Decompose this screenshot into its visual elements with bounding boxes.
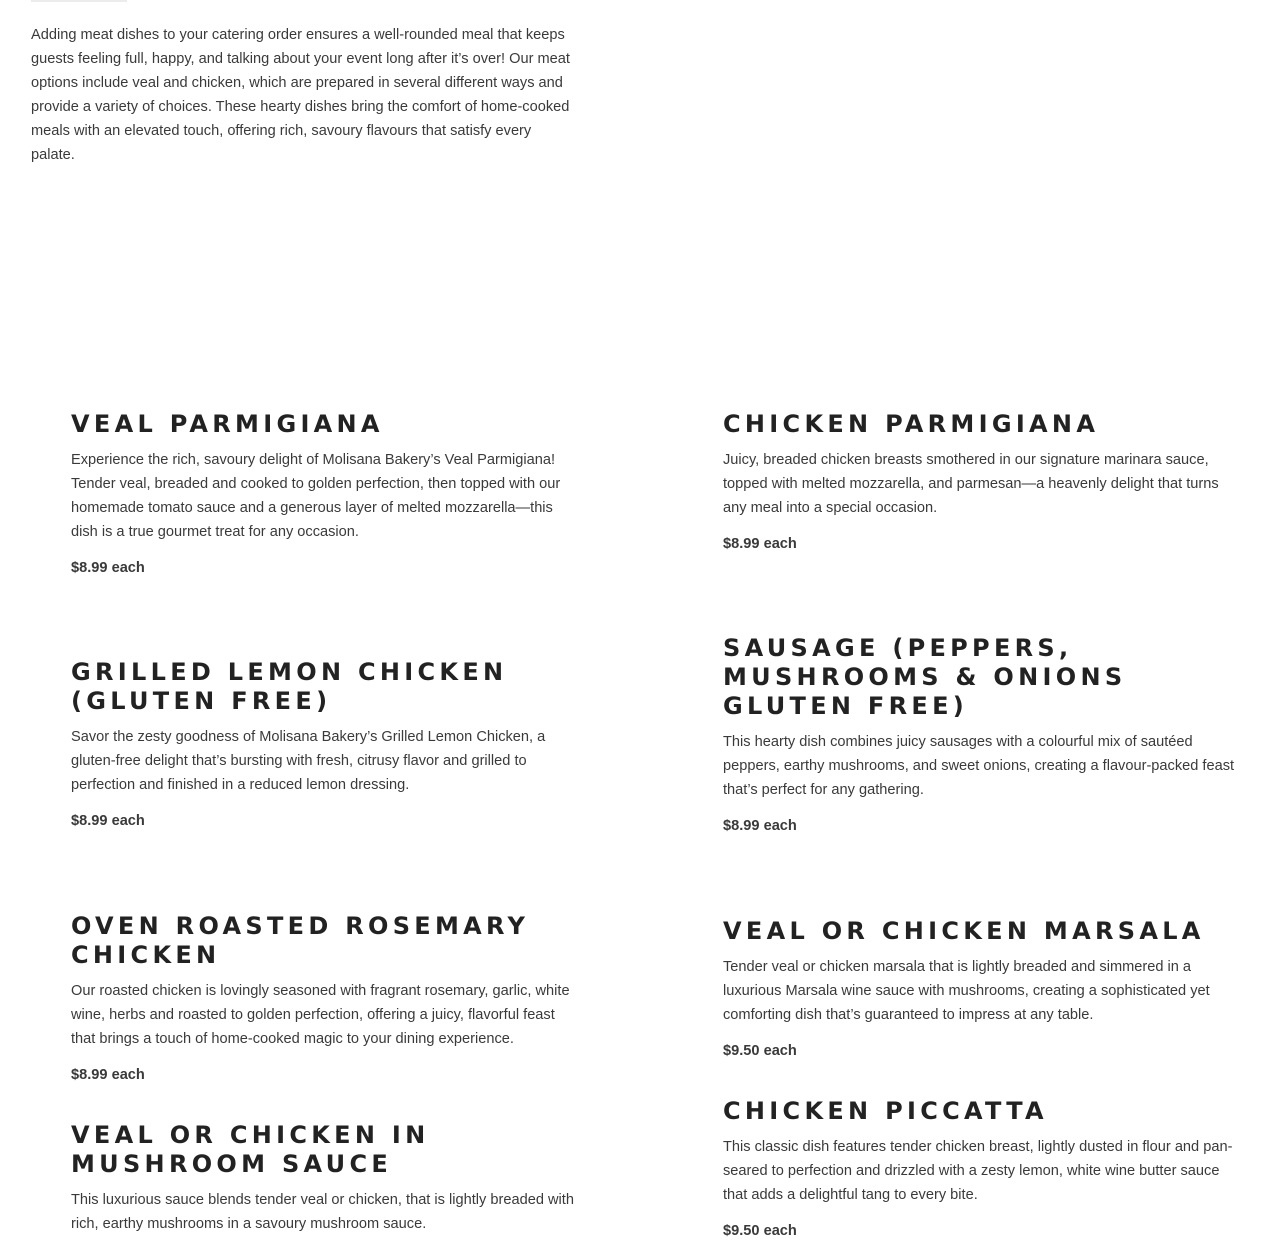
menu-item-title: VEAL PARMIGIANA	[71, 410, 384, 438]
menu-item-title: VEAL OR CHICKEN MARSALA	[723, 917, 1205, 945]
menu-item-description: Tender veal or chicken marsala that is lightly breaded and simmered in a luxurious Marsala wine sauce with mushrooms, creating a sophisticated yet comforting dish that’s guaranteed to impress at any table.	[723, 959, 1210, 1023]
menu-item-price: $8.99 each	[71, 1067, 145, 1083]
menu-item-title: OVEN ROASTED ROSEMARY CHICKEN	[71, 912, 530, 969]
menu-item-title: VEAL OR CHICKEN IN MUSHROOM SAUCE	[71, 1121, 430, 1178]
menu-item-description: Experience the rich, savoury delight of Molisana Bakery’s Veal Parmigiana! Tender veal, breaded and cooked to golden perfection, then topped with our homemade tomato sauce and a generous layer of melted mozzarella—this dish is a true gourmet treat for any occasion.	[71, 452, 561, 540]
menu-item-sausage	[723, 634, 1235, 835]
menu-item-mushroom-sauce	[71, 1121, 583, 1251]
menu-item-veal-parmigiana	[71, 410, 583, 577]
menu-item-price: $8.99 each	[723, 818, 797, 834]
menu-item-title: CHICKEN PICCATTA	[723, 1097, 1048, 1125]
menu-item-price: $8.99 each	[71, 813, 145, 829]
menu-item-chicken-piccatta	[723, 1097, 1235, 1240]
menu-item-description: This hearty dish combines juicy sausages with a colourful mix of sautéed peppers, earthy mushrooms, and sweet onions, creating a flavour-packed feast that’s perfect for any gathering.	[723, 734, 1235, 798]
menu-item-title: GRILLED LEMON CHICKEN (GLUTEN FREE)	[71, 658, 508, 715]
menu-item-title: CHICKEN PARMIGIANA	[723, 410, 1100, 438]
intro-paragraph: Adding meat dishes to your catering order ensures a well-rounded meal that keeps guests feeling full, happy, and talking about your event long after it’s over! Our meat options include veal and chicken, which are prepared in several different ways and provide a variety of choices. These hearty dishes bring the comfort of home-cooked meals with an elevated touch, offering rich, savoury flavours that satisfy every palate.	[31, 27, 570, 163]
menu-item-title: SAUSAGE (PEPPERS, MUSHROOMS & ONIONS GLUTEN FREE)	[723, 634, 1127, 720]
menu-item-grilled-lemon-chicken	[71, 658, 583, 830]
menu-item-price: $8.99 each	[723, 536, 797, 552]
menu-item-price: $9.50 each	[723, 1223, 797, 1239]
menu-item-price: $8.99 each	[71, 560, 145, 576]
menu-item-rosemary-chicken	[71, 912, 583, 1084]
section-heading-cropped	[31, 0, 127, 2]
menu-item-description: Savor the zesty goodness of Molisana Bakery’s Grilled Lemon Chicken, a gluten-free delight that’s bursting with fresh, citrusy flavor and grilled to perfection and finished in a reduced lemon dressing.	[71, 729, 546, 793]
menu-item-description: Juicy, breaded chicken breasts smothered in our signature marinara sauce, topped with melted mozzarella, and parmesan—a heavenly delight that turns any meal into a special occasion.	[723, 452, 1219, 516]
menu-item-price: $9.50 each	[723, 1043, 797, 1059]
menu-item-description: Our roasted chicken is lovingly seasoned with fragrant rosemary, garlic, white wine, herbs and roasted to golden perfection, offering a juicy, flavorful feast that brings a touch of home-cooked magic to your dining experience.	[71, 983, 570, 1047]
menu-item-description: This luxurious sauce blends tender veal or chicken, that is lightly breaded with rich, earthy mushrooms in a savoury mushroom sauce.	[71, 1192, 574, 1232]
menu-item-marsala	[723, 917, 1235, 1060]
menu-item-chicken-parmigiana	[723, 410, 1235, 553]
menu-item-description: This classic dish features tender chicken breast, lightly dusted in flour and pan-seared to perfection and drizzled with a zesty lemon, white wine butter sauce that adds a delightful tang to every bite.	[723, 1139, 1233, 1203]
